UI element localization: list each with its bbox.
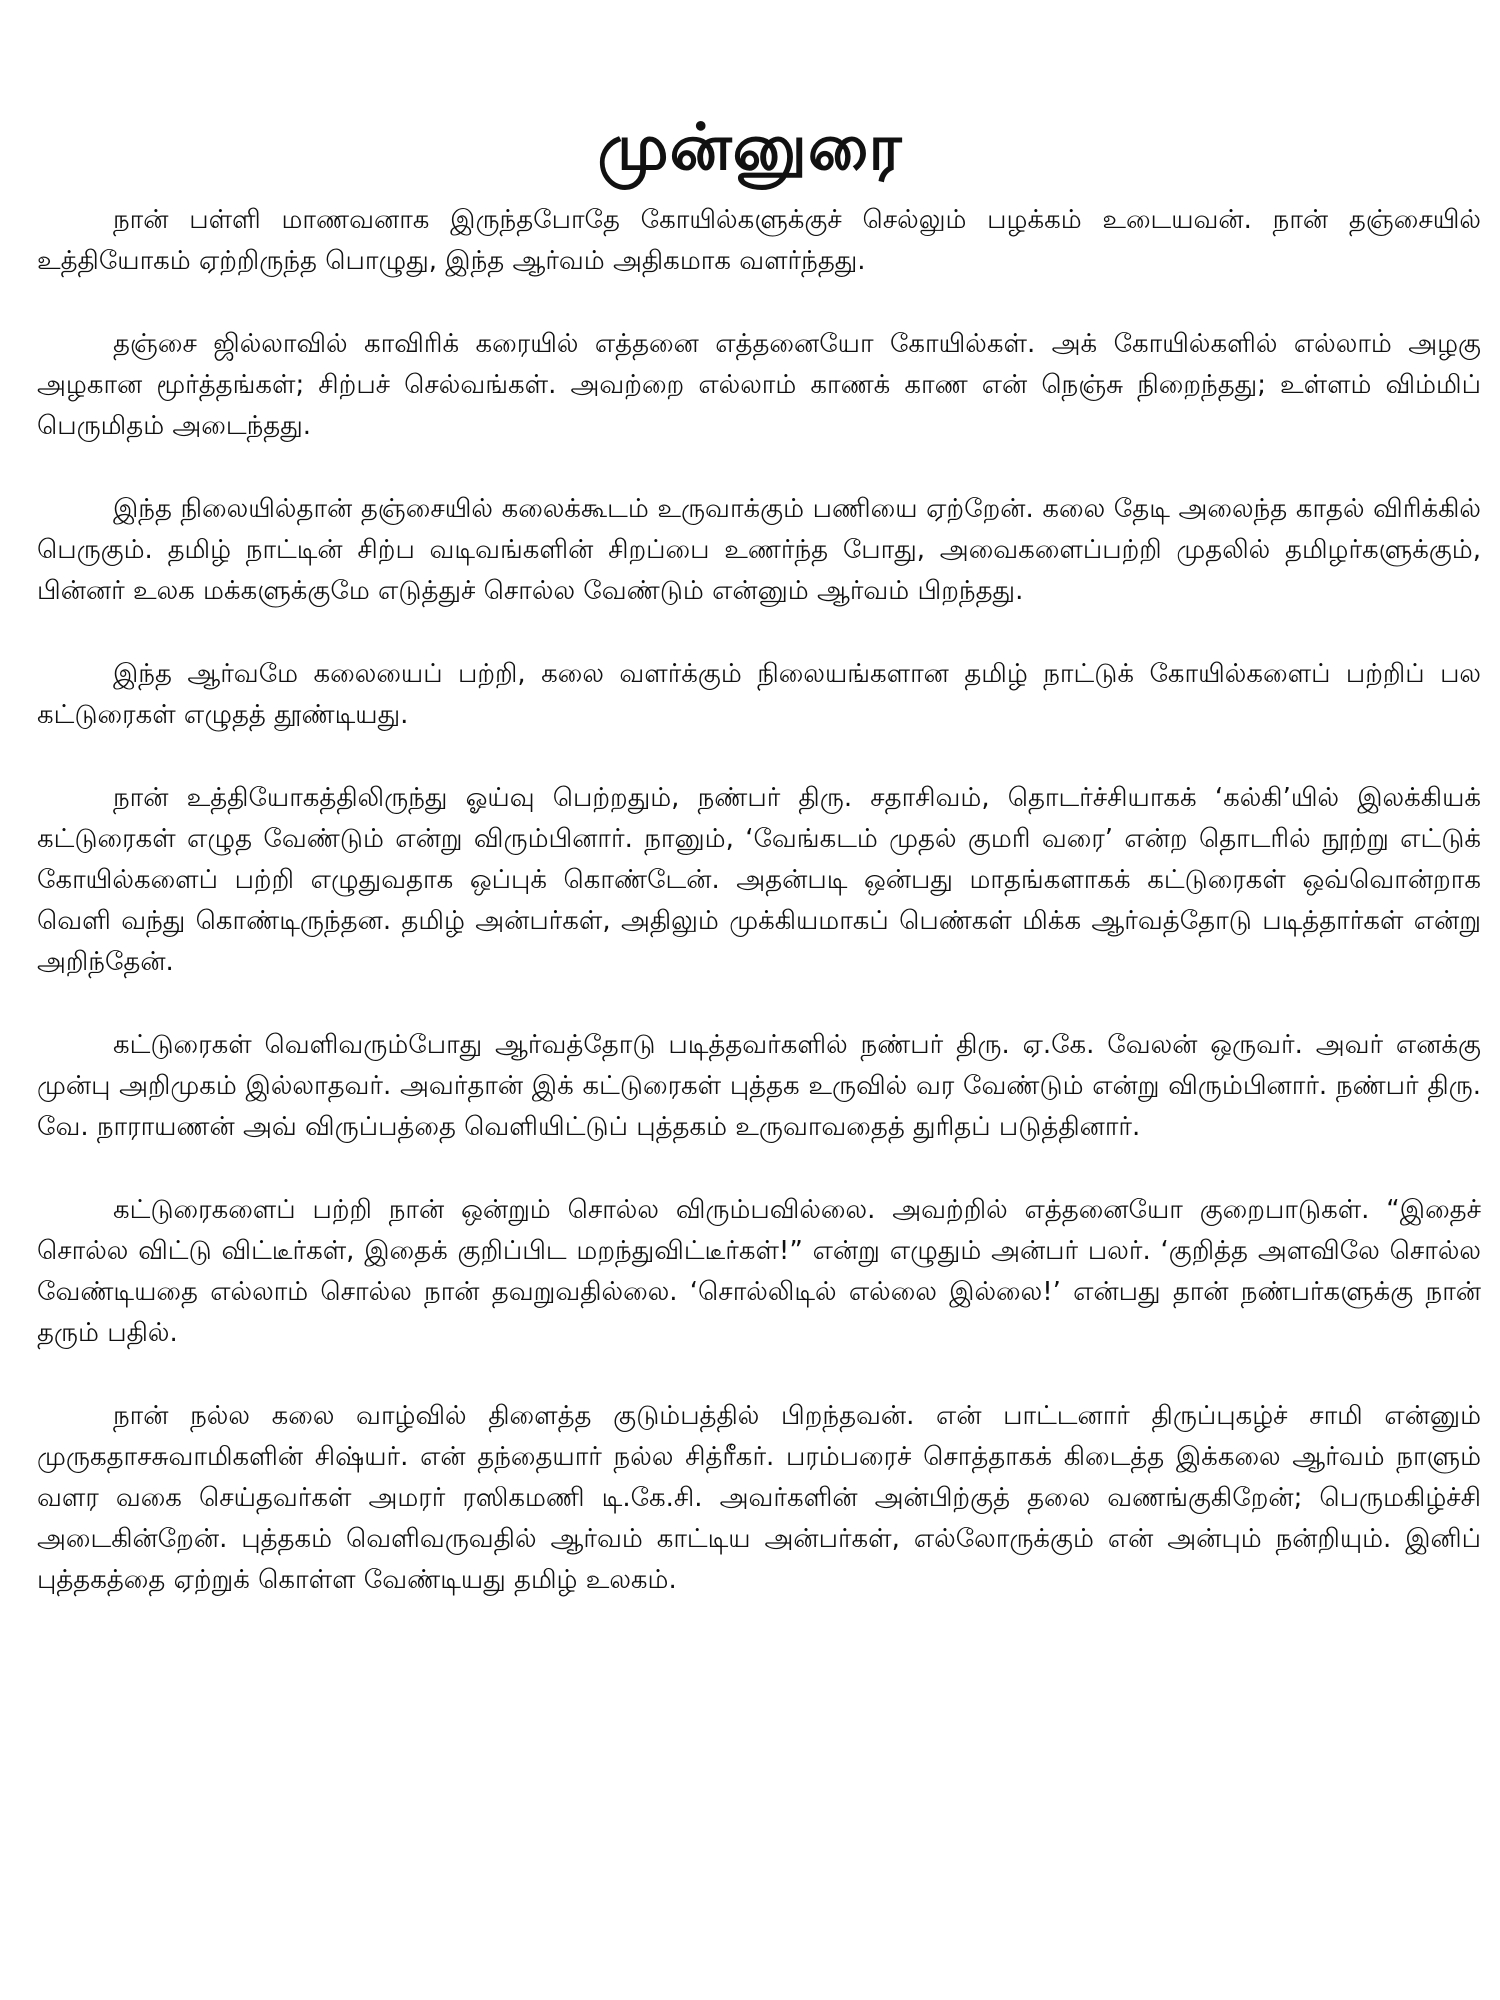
- page-title: முன்னுரை: [597, 111, 903, 185]
- paragraph-8: நான் நல்ல கலை வாழ்வில் திளைத்த குடும்பத்தில் பிறந்தவன். என் பாட்டனார் திருப்புகழ்ச் சாமி என்னும் முருகதாசசுவாமிகளின் சிஷ்யர். என் தந்தையார் நல்ல சித்ரீகர். பரம்பரைச் சொத்தாகக் கிடைத்த இக்கலை ஆர்வம் நாளும் வளர வகை செய்தவர்கள் அமரர் ரஸிகமணி டி.கே.சி. அவர்களின் அன்பிற்குத் தலை வணங்குகிறேன்; பெருமகிழ்ச்சி அடைகின்றேன். புத்தகம் வெளிவருவதில் ஆர்வம் காட்டிய அன்பர்கள், எல்லோருக்கும் என் அன்பும் நன்றியும். இனிப் புத்தகத்தை ஏற்றுக் கொள்ள வேண்டியது தமிழ் உலகம்.: [37, 1401, 1481, 1595]
- paragraph-5: நான் உத்தியோகத்திலிருந்து ஓய்வு பெற்றதும், நண்பர் திரு. சதாசிவம், தொடர்ச்சியாகக் ‘கல்கி’யில் இலக்கியக் கட்டுரைகள் எழுத வேண்டும் என்று விரும்பினார். நானும், ‘வேங்கடம் முதல் குமரி வரை’ என்ற தொடரில் நூற்று எட்டுக் கோயில்களைப் பற்றி எழுதுவதாக ஒப்புக் கொண்டேன். அதன்படி ஒன்பது மாதங்களாகக் கட்டுரைகள் ஒவ்வொன்றாக வெளி வந்து கொண்டிருந்தன. தமிழ் அன்பர்கள், அதிலும் முக்கியமாகப் பெண்கள் மிக்க ஆர்வத்தோடு படித்தார்கள் என்று அறிந்தேன்.: [37, 783, 1481, 977]
- paragraph-1: நான் பள்ளி மாணவனாக இருந்தபோதே கோயில்களுக்குச் செல்லும் பழக்கம் உடையவன். நான் தஞ்சையில் உத்தியோகம் ஏற்றிருந்த பொழுது, இந்த ஆர்வம் அதிகமாக வளர்ந்தது.: [37, 205, 1481, 276]
- paragraph-7: கட்டுரைகளைப் பற்றி நான் ஒன்றும் சொல்ல விரும்பவில்லை. அவற்றில் எத்தனையோ குறைபாடுகள். “இதைச் சொல்ல விட்டு விட்டீர்கள், இதைக் குறிப்பிட மறந்துவிட்டீர்கள்!” என்று எழுதும் அன்பர் பலர். ‘குறித்த அளவிலே சொல்ல வேண்டியதை எல்லாம் சொல்ல நான் தவறுவதில்லை. ‘சொல்லிடில் எல்லை இல்லை!’ என்பது தான் நண்பர்களுக்கு நான் தரும் பதில்.: [37, 1195, 1481, 1348]
- document-body: [37, 200, 1481, 1601]
- paragraph-3: இந்த நிலையில்தான் தஞ்சையில் கலைக்கூடம் உருவாக்கும் பணியை ஏற்றேன். கலை தேடி அலைந்த காதல் விரிக்கில் பெருகும். தமிழ் நாட்டின் சிற்ப வடிவங்களின் சிறப்பை உணர்ந்த போது, அவைகளைப்பற்றி முதலில் தமிழர்களுக்கும், பின்னர் உலக மக்களுக்குமே எடுத்துச் சொல்ல வேண்டும் என்னும் ஆர்வம் பிறந்தது.: [37, 494, 1481, 606]
- paragraph-4: இந்த ஆர்வமே கலையைப் பற்றி, கலை வளர்க்கும் நிலையங்களான தமிழ் நாட்டுக் கோயில்களைப் பற்றிப் பல கட்டுரைகள் எழுதத் தூண்டியது.: [37, 659, 1481, 730]
- paragraph-2: தஞ்சை ஜில்லாவில் காவிரிக் கரையில் எத்தனை எத்தனையோ கோயில்கள். அக் கோயில்களில் எல்லாம் அழகு அழகான மூர்த்தங்கள்; சிற்பச் செல்வங்கள். அவற்றை எல்லாம் காணக் காண என் நெஞ்சு நிறைந்தது; உள்ளம் விம்மிப் பெருமிதம் அடைந்தது.: [37, 329, 1481, 441]
- paragraph-6: கட்டுரைகள் வெளிவரும்போது ஆர்வத்தோடு படித்தவர்களில் நண்பர் திரு. ஏ.கே. வேலன் ஒருவர். அவர் எனக்கு முன்பு அறிமுகம் இல்லாதவர். அவர்தான் இக் கட்டுரைகள் புத்தக உருவில் வர வேண்டும் என்று விரும்பினார். நண்பர் திரு. வே. நாராயணன் அவ் விருப்பத்தை வெளியிட்டுப் புத்தகம் உருவாவதைத் துரிதப் படுத்தினார்.: [37, 1030, 1481, 1142]
